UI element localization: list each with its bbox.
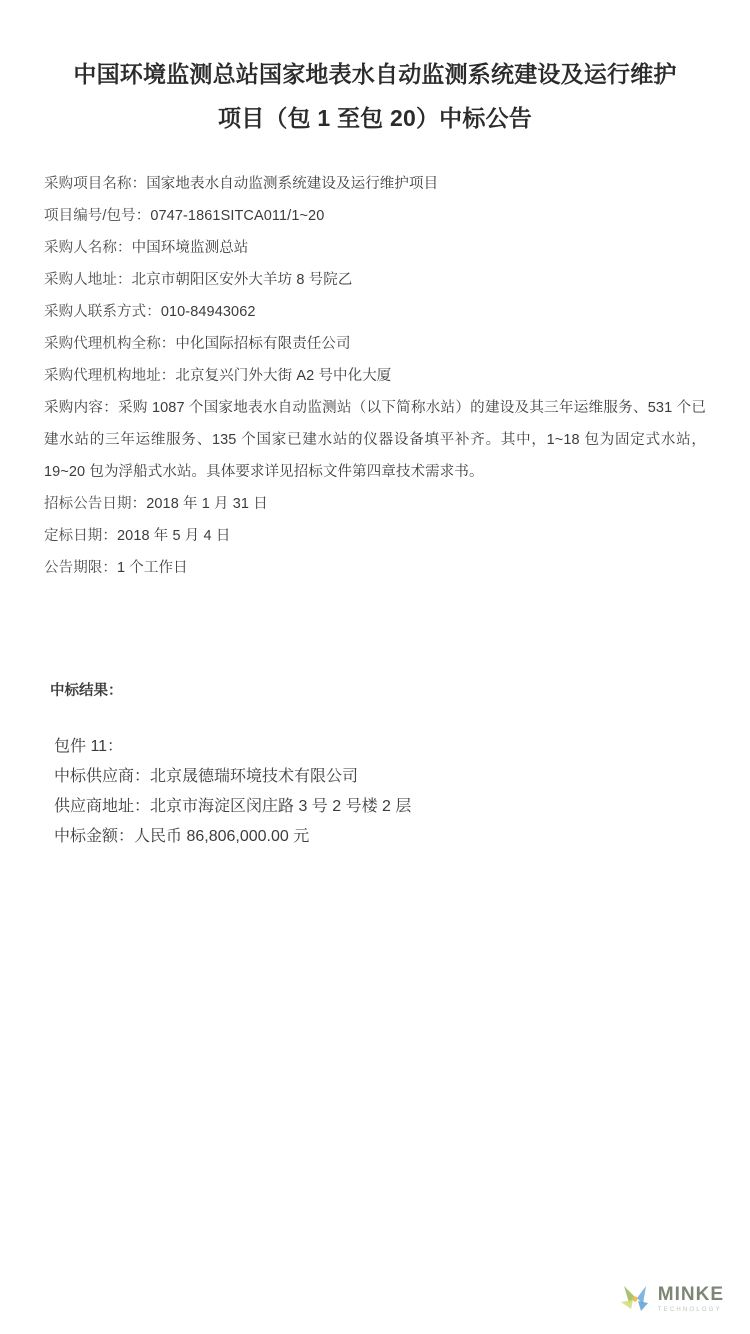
meta-value: 中国环境监测总站 bbox=[131, 240, 249, 256]
watermark-text bbox=[658, 1285, 724, 1313]
procurement-content-paragraph bbox=[44, 392, 706, 488]
meta-row-project-name bbox=[44, 168, 706, 200]
minke-logo-icon bbox=[618, 1282, 652, 1316]
package-row-label: 供应商地址： bbox=[54, 798, 151, 815]
procurement-content-label: 采购内容： bbox=[44, 400, 119, 416]
package-row-value: 北京晟德瑞环境技术有限公司 bbox=[150, 768, 359, 785]
meta-label: 采购项目名称： bbox=[44, 176, 147, 192]
metadata-section bbox=[0, 140, 750, 584]
meta-row-purchaser-address bbox=[44, 264, 706, 296]
meta-value: 0747-1861SITCA011/1~20 bbox=[150, 208, 325, 224]
meta-value: 1 个工作日 bbox=[117, 560, 188, 576]
meta-value: 北京市朝阳区安外大羊坊 8 号院乙 bbox=[131, 272, 353, 288]
meta-row-agency-address bbox=[44, 360, 706, 392]
meta-row-purchaser-name bbox=[44, 232, 706, 264]
meta-value: 中化国际招标有限责任公司 bbox=[175, 336, 351, 352]
meta-value: 010-84943062 bbox=[160, 304, 256, 320]
meta-label: 招标公告日期： bbox=[44, 496, 147, 512]
meta-label: 采购代理机构全称： bbox=[44, 336, 176, 352]
watermark-brand: MINKE bbox=[657, 1284, 724, 1305]
package-row-label: 中标供应商： bbox=[54, 768, 151, 785]
meta-label: 采购人地址： bbox=[44, 272, 132, 288]
package-row-label: 中标金额： bbox=[54, 828, 135, 845]
meta-label: 采购人名称： bbox=[44, 240, 132, 256]
page-title bbox=[0, 0, 750, 140]
meta-label: 项目编号/包号： bbox=[44, 208, 151, 224]
page-title-line-2: 项目（包 1 至包 20）中标公告 bbox=[218, 105, 532, 131]
watermark-tagline: TECHNOLOGY bbox=[657, 1307, 722, 1313]
procurement-content-text: 采购 1087 个国家地表水自动监测站（以下简称水站）的建设及其三年运维服务、531 个已建水站的三年运维服务、135 个国家已建水站的仪器设备填平补齐。其中，1~18 包为固定式水站，19~20 包为浮船式水站。具体要求详见招标文件第四章技术需求书。 bbox=[44, 400, 706, 480]
package-row-winning-supplier bbox=[54, 762, 706, 792]
meta-value: 2018 年 1 月 31 日 bbox=[146, 496, 268, 512]
package-row-value: 北京市海淀区闵庄路 3 号 2 号楼 2 层 bbox=[150, 798, 412, 815]
package-row-winning-amount bbox=[54, 822, 706, 852]
meta-row-award-date bbox=[44, 520, 706, 552]
meta-row-agency-name bbox=[44, 328, 706, 360]
page-title-line-1: 中国环境监测总站国家地表水自动监测系统建设及运行维护 bbox=[73, 61, 677, 87]
meta-value: 北京复兴门外大街 A2 号中化大厦 bbox=[175, 368, 392, 384]
bid-result-section bbox=[0, 676, 750, 852]
meta-label: 采购人联系方式： bbox=[44, 304, 161, 320]
meta-row-announcement-period bbox=[44, 552, 706, 584]
package-label: 包件 11： bbox=[54, 738, 124, 755]
package-block bbox=[44, 732, 706, 852]
meta-value: 2018 年 5 月 4 日 bbox=[117, 528, 231, 544]
meta-row-purchaser-contact bbox=[44, 296, 706, 328]
bid-result-heading: 中标结果： bbox=[50, 683, 123, 699]
meta-row-project-number bbox=[44, 200, 706, 232]
meta-row-announcement-date bbox=[44, 488, 706, 520]
meta-label: 定标日期： bbox=[44, 528, 117, 544]
meta-value: 国家地表水自动监测系统建设及运行维护项目 bbox=[146, 176, 439, 192]
watermark bbox=[618, 1282, 724, 1316]
meta-label: 采购代理机构地址： bbox=[44, 368, 176, 384]
package-row-value: 人民币 86,806,000.00 元 bbox=[134, 828, 310, 845]
meta-label: 公告期限： bbox=[44, 560, 117, 576]
package-row-supplier-address bbox=[54, 792, 706, 822]
